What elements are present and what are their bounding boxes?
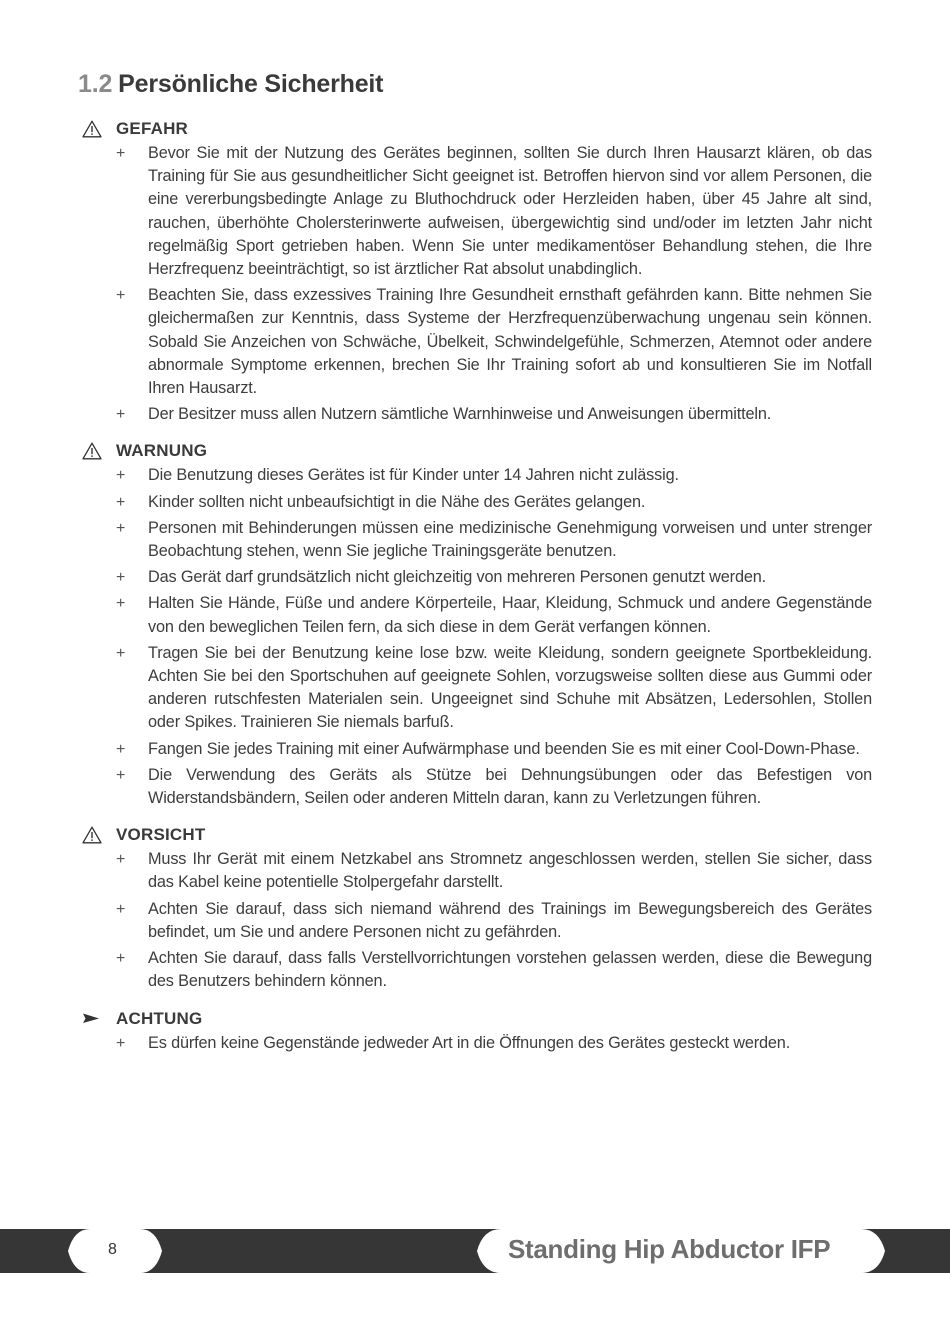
- warning-triangle-icon: [82, 442, 102, 460]
- list-item-text: Tragen Sie bei der Benutzung keine lose bzw. weite Kleidung, sondern geeignete Sportbekleidung. Achten Sie bei den Sportschuhen auf geeignete Sohlen, vorzugsweise sollten diese aus Gummi oder anderen rutschfesten Materialen sein. Ungeeignet sind Schuhe mit Absätzen, Ledersohlen, Stollen oder Spikes. Trainieren Sie niemals barfuß.: [148, 643, 872, 732]
- warning-triangle-icon: [82, 120, 102, 138]
- list-item: [78, 284, 872, 400]
- list-item: [78, 403, 872, 426]
- plus-bullet-icon: +: [116, 519, 126, 537]
- plus-bullet-icon: +: [116, 287, 126, 305]
- page-number: 8: [108, 1241, 117, 1258]
- list-item: [78, 517, 872, 563]
- list-item: [78, 848, 872, 894]
- plus-bullet-icon: +: [116, 644, 126, 662]
- list-item-text: Es dürfen keine Gegenstände jedweder Art in die Öffnungen des Gerätes gesteckt werden.: [148, 1033, 791, 1052]
- plus-bullet-icon: +: [116, 569, 126, 587]
- section-header: [78, 118, 872, 142]
- list-item: [78, 764, 872, 810]
- list-item: [78, 491, 872, 514]
- plus-bullet-icon: +: [116, 766, 126, 784]
- list-item-text: Muss Ihr Gerät mit einem Netzkabel ans Stromnetz angeschlossen werden, stellen Sie sicher, dass das Kabel keine potentielle Stolpergefahr darstellt.: [148, 850, 872, 892]
- section-heading: [78, 70, 383, 99]
- list-item-text: Achten Sie darauf, dass sich niemand während des Trainings im Bewegungsbereich des Gerätes befindet, um Sie und andere Personen nicht zu gefährden.: [148, 899, 872, 941]
- plus-bullet-icon: +: [116, 406, 126, 424]
- list-item: [78, 898, 872, 944]
- safety-section-achtung: [78, 1008, 872, 1055]
- heading-title: Persönliche Sicherheit: [118, 70, 384, 98]
- bullet-list: [78, 848, 872, 993]
- plus-bullet-icon: +: [116, 493, 126, 511]
- section-title: GEFAHR: [116, 119, 189, 138]
- list-item-text: Beachten Sie, dass exzessives Training Ihre Gesundheit ernsthaft gefährden kann. Bitte nehmen Sie gleichermaßen zur Kenntnis, dass Systeme der Herzfrequenzüberwachung ungenau sein können. Sobald Sie Anzeichen von Schwäche, Übelkeit, Schwindelgefühle, Schmerzen, Atemnot oder andere abnormale Symptome erkennen, brechen Sie Ihr Training sofort ab und konsultieren Sie im Notfall Ihren Hausarzt.: [148, 286, 872, 398]
- list-item: [78, 566, 872, 589]
- plus-bullet-icon: +: [116, 900, 126, 918]
- safety-section-warnung: [78, 440, 872, 810]
- list-item: [78, 738, 872, 761]
- section-header: [78, 1008, 872, 1032]
- warning-triangle-icon: [82, 826, 102, 844]
- heading-number: 1.2: [78, 70, 113, 98]
- list-item-text: Bevor Sie mit der Nutzung des Gerätes beginnen, sollten Sie durch Ihren Hausarzt klären, ob das Training für Sie aus gesundheitlicher Sicht geeignet ist. Betroffen hiervon sind vor allem Personen, die eine vererbungsbedingte Anlage zu Bluthochdruck oder Herzleiden haben, über 45 Jahre alt sind, rauchen, überhöhte Cholersterinwerte aufweisen, übergewichtig sind und/oder im letzten Jahr nicht regelmäßig Sport getrieben haben. Wenn Sie unter medikamentöser Behandlung stehen, die Ihre Herzfrequenz beeinträchtigt, so ist ärztlicher Rat absolut unabdinglich.: [148, 144, 872, 279]
- plus-bullet-icon: +: [116, 145, 126, 162]
- bullet-list: [78, 142, 872, 426]
- plus-bullet-icon: +: [116, 595, 126, 613]
- section-title: ACHTUNG: [116, 1008, 203, 1028]
- list-item-text: Die Verwendung des Geräts als Stütze bei Dehnungsübungen oder das Befestigen von Widerstandsbändern, Seilen oder anderen Mitteln daran, kann zu Verletzungen führen.: [148, 765, 872, 808]
- safety-section-gefahr: [78, 118, 872, 426]
- list-item-text: Personen mit Behinderungen müssen eine medizinische Genehmigung vorweisen und unter strenger Beobachtung stehen, wenn Sie jegliche Trainingsgeräte benutzen.: [148, 518, 872, 561]
- plus-bullet-icon: +: [116, 467, 126, 485]
- section-header: [78, 440, 872, 464]
- list-item-text: Der Besitzer muss allen Nutzern sämtliche Warnhinweise und Anweisungen übermitteln.: [148, 405, 772, 424]
- list-item: [78, 464, 872, 487]
- plus-bullet-icon: +: [116, 851, 126, 869]
- product-title: Standing Hip Abductor IFP: [508, 1234, 831, 1264]
- section-title: WARNUNG: [116, 441, 208, 461]
- bullet-list: [78, 1032, 872, 1055]
- list-item: [78, 642, 872, 735]
- list-item-text: Die Benutzung dieses Gerätes ist für Kinder unter 14 Jahren nicht zulässig.: [148, 466, 679, 485]
- list-item-text: Das Gerät darf grundsätzlich nicht gleichzeitig von mehreren Personen genutzt werden.: [148, 568, 767, 587]
- list-item-text: Kinder sollten nicht unbeaufsichtigt in die Nähe des Gerätes gelangen.: [148, 492, 646, 511]
- plus-bullet-icon: +: [116, 1034, 126, 1052]
- plus-bullet-icon: +: [116, 950, 126, 968]
- section-header: [78, 824, 872, 848]
- section-title: VORSICHT: [116, 825, 206, 845]
- list-item: [78, 592, 872, 638]
- pointer-arrow-icon: [82, 1010, 102, 1028]
- safety-content: [78, 118, 872, 1069]
- list-item-text: Halten Sie Hände, Füße und andere Körperteile, Haar, Kleidung, Schmuck und andere Gegenstände von den beweglichen Teilen fern, da sich diese in dem Gerät verfangen können.: [148, 594, 872, 636]
- bullet-list: [78, 464, 872, 810]
- list-item: [78, 947, 872, 993]
- list-item-text: Fangen Sie jedes Training mit einer Aufwärmphase und beenden Sie es mit einer Cool-Down-Phase.: [148, 739, 860, 758]
- list-item: [78, 142, 872, 281]
- plus-bullet-icon: +: [116, 740, 126, 758]
- safety-section-vorsicht: [78, 824, 872, 993]
- list-item-text: Achten Sie darauf, dass falls Verstellvorrichtungen vorstehen gelassen werden, diese die Bewegung des Benutzers behindern können.: [148, 949, 872, 991]
- list-item: [78, 1032, 872, 1055]
